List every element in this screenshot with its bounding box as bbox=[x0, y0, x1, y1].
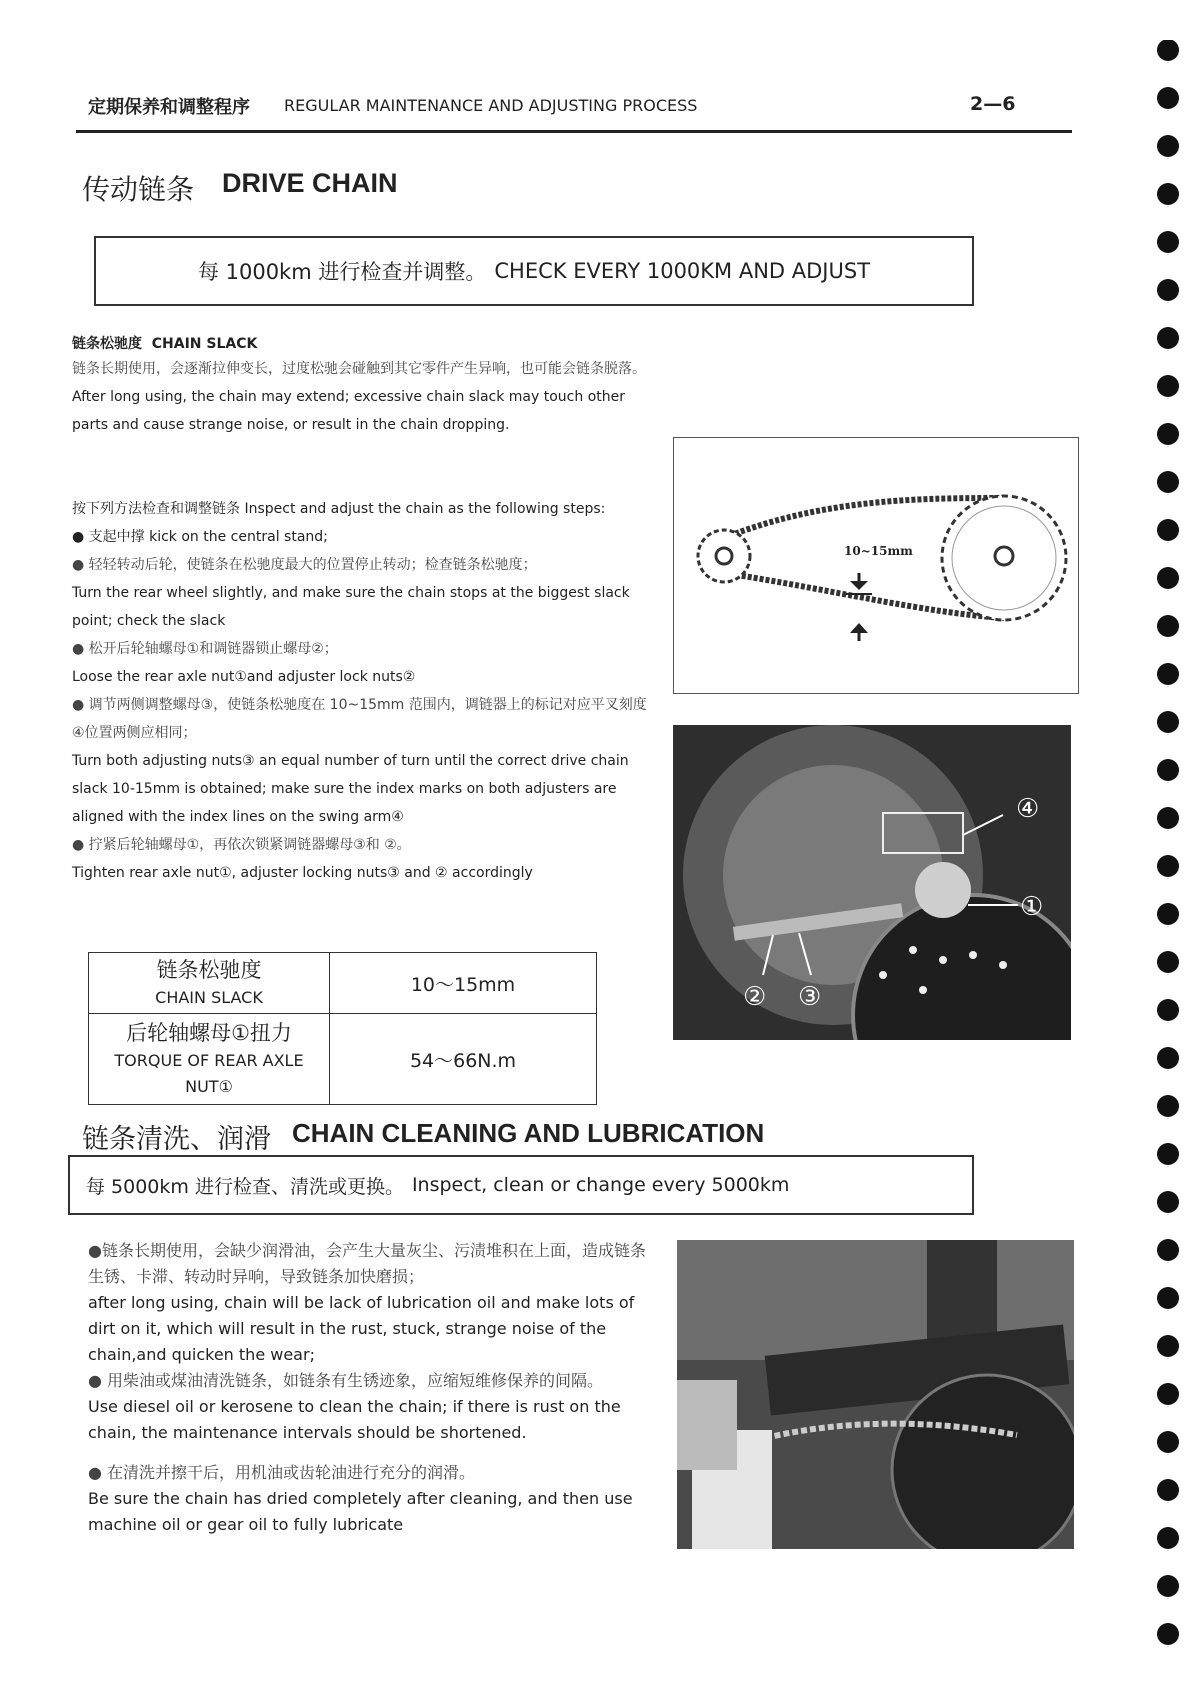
spec-value-slack: 10～15mm bbox=[330, 953, 597, 1014]
step-5-en: Tighten rear axle nut①, adjuster locking nuts③ and ② accordingly bbox=[72, 865, 533, 881]
cleaning-p2-en: Use diesel oil or kerosene to clean the chain; if there is rust on the chain, the maintenance intervals should be shortened. bbox=[88, 1397, 621, 1442]
steps-body bbox=[72, 495, 652, 887]
spec-row-slack bbox=[89, 953, 597, 1014]
spec-label-slack bbox=[89, 953, 330, 1014]
cleaning-p3-en: Be sure the chain has dried completely after cleaning, and then use machine oil or gear oil to fully lubricate bbox=[88, 1489, 633, 1534]
spec-value-torque: 54～66N.m bbox=[330, 1014, 597, 1105]
step-5-cn: ● 拧紧后轮轴螺母①，再依次锁紧调链器螺母③和 ②。 bbox=[72, 837, 411, 853]
cleaning-interval-box bbox=[68, 1155, 974, 1215]
cleaning-photo-figure bbox=[677, 1240, 1074, 1549]
step-2-en: Turn the rear wheel slightly, and make sure the chain stops at the biggest slack point; check the slack bbox=[72, 585, 630, 629]
p1-cn: 链条长期使用，会逐渐拉伸变长，过度松驰会碰触到其它零件产生异响，也可能会链条脱落。 bbox=[72, 361, 646, 377]
chain-diagram-figure bbox=[673, 437, 1079, 694]
spec-label-torque-cn: 后轮轴螺母①扭力 bbox=[126, 1021, 292, 1045]
slack-label: 10~15mm bbox=[844, 544, 913, 558]
chain-diagram-svg bbox=[674, 438, 1078, 693]
steps-intro: 按下列方法检查和调整链条 Inspect and adjust the chain as the following steps: bbox=[72, 501, 606, 517]
callout-1: ① bbox=[1020, 892, 1044, 922]
adjuster-photo-figure bbox=[673, 725, 1071, 1040]
step-2-cn: ● 轻轻转动后轮，使链条在松驰度最大的位置停止转动；检查链条松驰度； bbox=[72, 557, 537, 573]
step-4-en: Turn both adjusting nuts③ an equal number of turn until the correct drive chain slack 10-15mm is obtained; make sure the index marks on both adjusters are aligned with the index lines on the swing arm④ bbox=[72, 753, 629, 825]
cleaning-p2-cn: ● 用柴油或煤油清洗链条，如链条有生锈迹象，应缩短维修保养的间隔。 bbox=[88, 1371, 604, 1390]
interval-en: CHECK EVERY 1000KM AND ADJUST bbox=[494, 259, 871, 283]
cleaning-body bbox=[88, 1238, 648, 1538]
cleaning-title-en: CHAIN CLEANING AND LUBRICATION bbox=[292, 1118, 765, 1148]
cleaning-p1-cn: ●链条长期使用，会缺少润滑油，会产生大量灰尘、污渍堆积在上面，造成链条生锈、卡滞、转动时异响，导致链条加快磨损； bbox=[88, 1241, 646, 1286]
chain-slack-heading-en: CHAIN SLACK bbox=[151, 336, 258, 352]
spec-row-torque bbox=[89, 1014, 597, 1105]
spec-label-torque bbox=[89, 1014, 330, 1105]
callout-4: ④ bbox=[1016, 794, 1040, 824]
step-3-en: Loose the rear axle nut①and adjuster lock nuts② bbox=[72, 669, 416, 685]
callout-2: ② bbox=[743, 982, 767, 1012]
page-number: 2—6 bbox=[970, 93, 1016, 115]
step-1: ● 支起中撑 kick on the central stand; bbox=[72, 529, 328, 545]
cleaning-p3-cn: ● 在清洗并擦干后，用机油或齿轮油进行充分的润滑。 bbox=[88, 1463, 476, 1482]
chain-slack-heading-cn: 链条松驰度 bbox=[72, 336, 142, 352]
cleaning-p1-en: after long using, chain will be lack of lubrication oil and make lots of dirt on it, which will result in the rust, stuck, strange noise of the chain,and quicken the wear; bbox=[88, 1293, 635, 1364]
chain-slack-body bbox=[72, 355, 652, 439]
binding-holes bbox=[1148, 40, 1188, 1680]
callout-3: ③ bbox=[798, 982, 822, 1012]
spec-table bbox=[88, 952, 597, 1105]
step-4-cn: ● 调节两侧调整螺母③，使链条松驰度在 10~15mm 范围内，调链器上的标记对应平叉刻度④位置两侧应相同； bbox=[72, 697, 647, 741]
header-title-en: REGULAR MAINTENANCE AND ADJUSTING PROCESS bbox=[284, 96, 698, 115]
spec-label-slack-en: CHAIN SLACK bbox=[155, 988, 263, 1007]
step-3-cn: ● 松开后轮轴螺母①和调链器锁止螺母②； bbox=[72, 641, 338, 657]
adjuster-photo-svg bbox=[673, 725, 1071, 1040]
section-title-cn: 传动链条 bbox=[82, 173, 195, 206]
header-rule bbox=[76, 130, 1072, 133]
interval-cn: 每 1000km 进行检查并调整。 bbox=[197, 260, 487, 284]
chain-slack-heading bbox=[72, 333, 257, 353]
cleaning-photo-svg bbox=[677, 1240, 1074, 1549]
cleaning-title-cn: 链条清洗、润滑 bbox=[82, 1124, 271, 1155]
section-title-en: DRIVE CHAIN bbox=[222, 168, 398, 198]
p1-en: After long using, the chain may extend; excessive chain slack may touch other parts and cause strange noise, or result in the chain dropping. bbox=[72, 389, 625, 433]
cleaning-interval-en: Inspect, clean or change every 5000km bbox=[411, 1174, 790, 1196]
spec-label-torque-en2: NUT① bbox=[185, 1077, 233, 1096]
spec-label-torque-en1: TORQUE OF REAR AXLE bbox=[114, 1051, 304, 1070]
interval-box bbox=[94, 236, 974, 306]
spec-label-slack-cn: 链条松驰度 bbox=[156, 958, 262, 982]
header-title-cn: 定期保养和调整程序 bbox=[88, 97, 250, 118]
cleaning-interval-cn: 每 5000km 进行检查、清洗或更换。 bbox=[86, 1175, 404, 1198]
